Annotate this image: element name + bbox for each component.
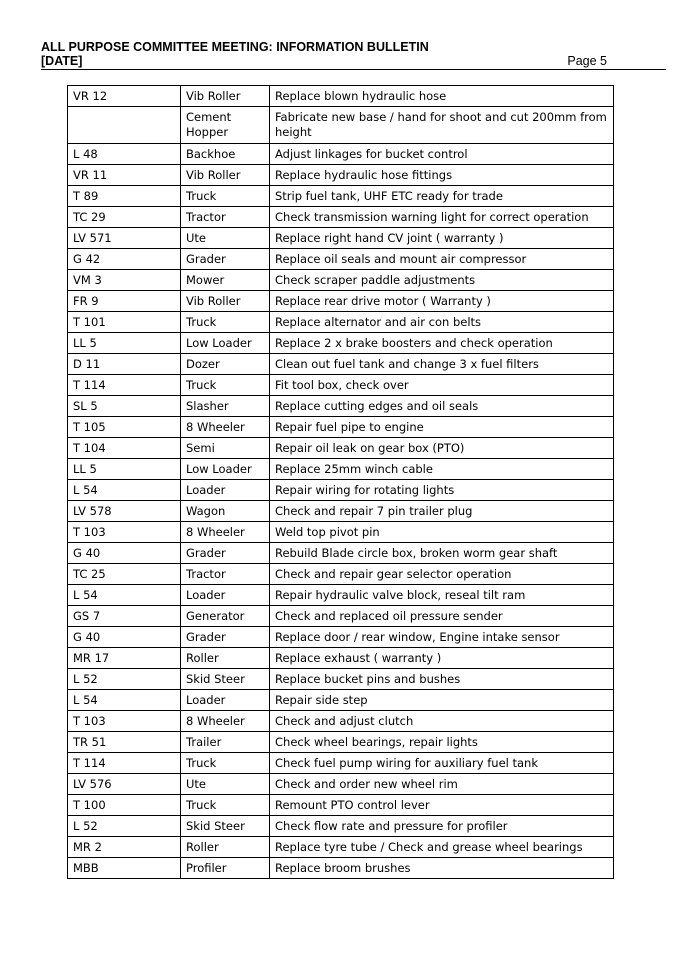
plant-type-cell: Roller [181, 648, 270, 669]
plant-type-cell: Skid Steer [181, 669, 270, 690]
bulletin-date: [DATE] [41, 54, 83, 68]
plant-id-cell: SL 5 [68, 396, 181, 417]
task-cell: Strip fuel tank, UHF ETC ready for trade [270, 186, 614, 207]
plant-type-cell: Truck [181, 795, 270, 816]
plant-id-cell: MBB [68, 858, 181, 879]
task-cell: Repair wiring for rotating lights [270, 480, 614, 501]
plant-id-cell: G 42 [68, 249, 181, 270]
task-cell: Check and replaced oil pressure sender [270, 606, 614, 627]
task-cell: Replace blown hydraulic hose [270, 86, 614, 107]
task-cell: Repair side step [270, 690, 614, 711]
plant-type-cell: Vib Roller [181, 165, 270, 186]
plant-id-cell: T 89 [68, 186, 181, 207]
plant-id-cell: T 100 [68, 795, 181, 816]
task-cell: Check and repair 7 pin trailer plug [270, 501, 614, 522]
task-cell: Replace 2 x brake boosters and check operation [270, 333, 614, 354]
table-row [68, 732, 614, 753]
task-cell: Check flow rate and pressure for profiler [270, 816, 614, 837]
task-cell: Replace cutting edges and oil seals [270, 396, 614, 417]
header-date-row [41, 54, 666, 70]
plant-type-cell: Grader [181, 627, 270, 648]
plant-id-cell: TC 25 [68, 564, 181, 585]
task-cell: Check and order new wheel rim [270, 774, 614, 795]
plant-id-cell: GS 7 [68, 606, 181, 627]
maintenance-table [67, 85, 614, 879]
task-cell: Replace bucket pins and bushes [270, 669, 614, 690]
plant-id-cell: T 105 [68, 417, 181, 438]
plant-type-cell: Grader [181, 543, 270, 564]
task-cell: Replace 25mm winch cable [270, 459, 614, 480]
task-cell: Fit tool box, check over [270, 375, 614, 396]
table-row [68, 86, 614, 107]
table-row [68, 165, 614, 186]
plant-type-cell: Semi [181, 438, 270, 459]
document-header [41, 40, 666, 70]
plant-id-cell: VR 11 [68, 165, 181, 186]
plant-id-cell: T 114 [68, 753, 181, 774]
table-row [68, 107, 614, 144]
bulletin-title: ALL PURPOSE COMMITTEE MEETING: INFORMATION BULLETIN [41, 40, 429, 54]
plant-type-cell: Mower [181, 270, 270, 291]
plant-type-cell: Dozer [181, 354, 270, 375]
task-cell: Replace exhaust ( warranty ) [270, 648, 614, 669]
plant-type-cell: Low Loader [181, 459, 270, 480]
task-cell: Repair fuel pipe to engine [270, 417, 614, 438]
plant-type-cell: Truck [181, 375, 270, 396]
table-row [68, 816, 614, 837]
table-row [68, 459, 614, 480]
table-row [68, 228, 614, 249]
table-row [68, 753, 614, 774]
plant-id-cell: MR 2 [68, 837, 181, 858]
task-cell: Replace right hand CV joint ( warranty ) [270, 228, 614, 249]
table-row [68, 333, 614, 354]
plant-id-cell: L 54 [68, 585, 181, 606]
plant-type-cell: Loader [181, 690, 270, 711]
plant-type-cell: Wagon [181, 501, 270, 522]
task-cell: Repair oil leak on gear box (PTO) [270, 438, 614, 459]
plant-type-cell: Vib Roller [181, 86, 270, 107]
plant-id-cell: TR 51 [68, 732, 181, 753]
table-row [68, 774, 614, 795]
plant-id-cell: LV 571 [68, 228, 181, 249]
plant-type-cell: 8 Wheeler [181, 711, 270, 732]
task-cell: Check and repair gear selector operation [270, 564, 614, 585]
plant-id-cell: VR 12 [68, 86, 181, 107]
page-number: Page 5 [567, 54, 607, 68]
plant-type-cell: Trailer [181, 732, 270, 753]
task-cell: Check and adjust clutch [270, 711, 614, 732]
task-cell: Replace alternator and air con belts [270, 312, 614, 333]
plant-type-cell: Ute [181, 228, 270, 249]
task-cell: Check scraper paddle adjustments [270, 270, 614, 291]
task-cell: Fabricate new base / hand for shoot and cut 200mm from height [270, 107, 614, 144]
plant-id-cell: T 104 [68, 438, 181, 459]
table-row [68, 627, 614, 648]
plant-type-cell: Truck [181, 186, 270, 207]
plant-id-cell: D 11 [68, 354, 181, 375]
plant-id-cell: LV 578 [68, 501, 181, 522]
table-row [68, 186, 614, 207]
plant-type-cell: Profiler [181, 858, 270, 879]
plant-type-cell: Tractor [181, 564, 270, 585]
task-cell: Weld top pivot pin [270, 522, 614, 543]
table-row [68, 669, 614, 690]
table-row [68, 144, 614, 165]
table-row [68, 291, 614, 312]
plant-id-cell: TC 29 [68, 207, 181, 228]
task-cell: Replace rear drive motor ( Warranty ) [270, 291, 614, 312]
task-cell: Replace door / rear window, Engine intake sensor [270, 627, 614, 648]
task-cell: Replace oil seals and mount air compressor [270, 249, 614, 270]
plant-id-cell: T 114 [68, 375, 181, 396]
task-cell: Replace broom brushes [270, 858, 614, 879]
plant-type-cell: Ute [181, 774, 270, 795]
plant-id-cell: T 103 [68, 711, 181, 732]
plant-id-cell: L 52 [68, 816, 181, 837]
plant-type-cell: Truck [181, 753, 270, 774]
plant-type-cell: Loader [181, 585, 270, 606]
task-cell: Check transmission warning light for correct operation [270, 207, 614, 228]
plant-id-cell: L 48 [68, 144, 181, 165]
plant-type-cell: Truck [181, 312, 270, 333]
plant-type-cell: Loader [181, 480, 270, 501]
table-row [68, 438, 614, 459]
plant-id-cell: L 54 [68, 690, 181, 711]
table-row [68, 522, 614, 543]
task-cell: Check fuel pump wiring for auxiliary fuel tank [270, 753, 614, 774]
task-cell: Repair hydraulic valve block, reseal tilt ram [270, 585, 614, 606]
plant-id-cell: L 54 [68, 480, 181, 501]
table-row [68, 690, 614, 711]
table-row [68, 837, 614, 858]
plant-id-cell [68, 107, 181, 144]
table-row [68, 501, 614, 522]
task-cell: Check wheel bearings, repair lights [270, 732, 614, 753]
task-cell: Remount PTO control lever [270, 795, 614, 816]
plant-id-cell: LL 5 [68, 459, 181, 480]
plant-type-cell: Generator [181, 606, 270, 627]
table-row [68, 858, 614, 879]
task-cell: Replace tyre tube / Check and grease wheel bearings [270, 837, 614, 858]
plant-id-cell: T 101 [68, 312, 181, 333]
table-row [68, 585, 614, 606]
table-row [68, 249, 614, 270]
plant-type-cell: Grader [181, 249, 270, 270]
plant-type-cell: Tractor [181, 207, 270, 228]
plant-id-cell: T 103 [68, 522, 181, 543]
plant-type-cell: Slasher [181, 396, 270, 417]
table-row [68, 564, 614, 585]
table-row [68, 795, 614, 816]
task-cell: Adjust linkages for bucket control [270, 144, 614, 165]
plant-type-cell: Vib Roller [181, 291, 270, 312]
task-cell: Rebuild Blade circle box, broken worm gear shaft [270, 543, 614, 564]
table-row [68, 207, 614, 228]
plant-id-cell: LV 576 [68, 774, 181, 795]
plant-id-cell: L 52 [68, 669, 181, 690]
plant-id-cell: VM 3 [68, 270, 181, 291]
plant-type-cell: Roller [181, 837, 270, 858]
maintenance-table-body [68, 86, 614, 879]
table-row [68, 375, 614, 396]
plant-type-cell: 8 Wheeler [181, 522, 270, 543]
table-row [68, 480, 614, 501]
table-row [68, 396, 614, 417]
table-row [68, 543, 614, 564]
table-row [68, 711, 614, 732]
table-row [68, 417, 614, 438]
table-row [68, 606, 614, 627]
task-cell: Replace hydraulic hose fittings [270, 165, 614, 186]
plant-id-cell: G 40 [68, 627, 181, 648]
plant-type-cell: Backhoe [181, 144, 270, 165]
plant-id-cell: G 40 [68, 543, 181, 564]
plant-type-cell: Low Loader [181, 333, 270, 354]
plant-id-cell: MR 17 [68, 648, 181, 669]
plant-id-cell: FR 9 [68, 291, 181, 312]
plant-id-cell: LL 5 [68, 333, 181, 354]
plant-type-cell: Skid Steer [181, 816, 270, 837]
plant-type-cell: Cement Hopper [181, 107, 270, 144]
task-cell: Clean out fuel tank and change 3 x fuel filters [270, 354, 614, 375]
table-row [68, 354, 614, 375]
table-row [68, 648, 614, 669]
table-row [68, 312, 614, 333]
plant-type-cell: 8 Wheeler [181, 417, 270, 438]
table-row [68, 270, 614, 291]
